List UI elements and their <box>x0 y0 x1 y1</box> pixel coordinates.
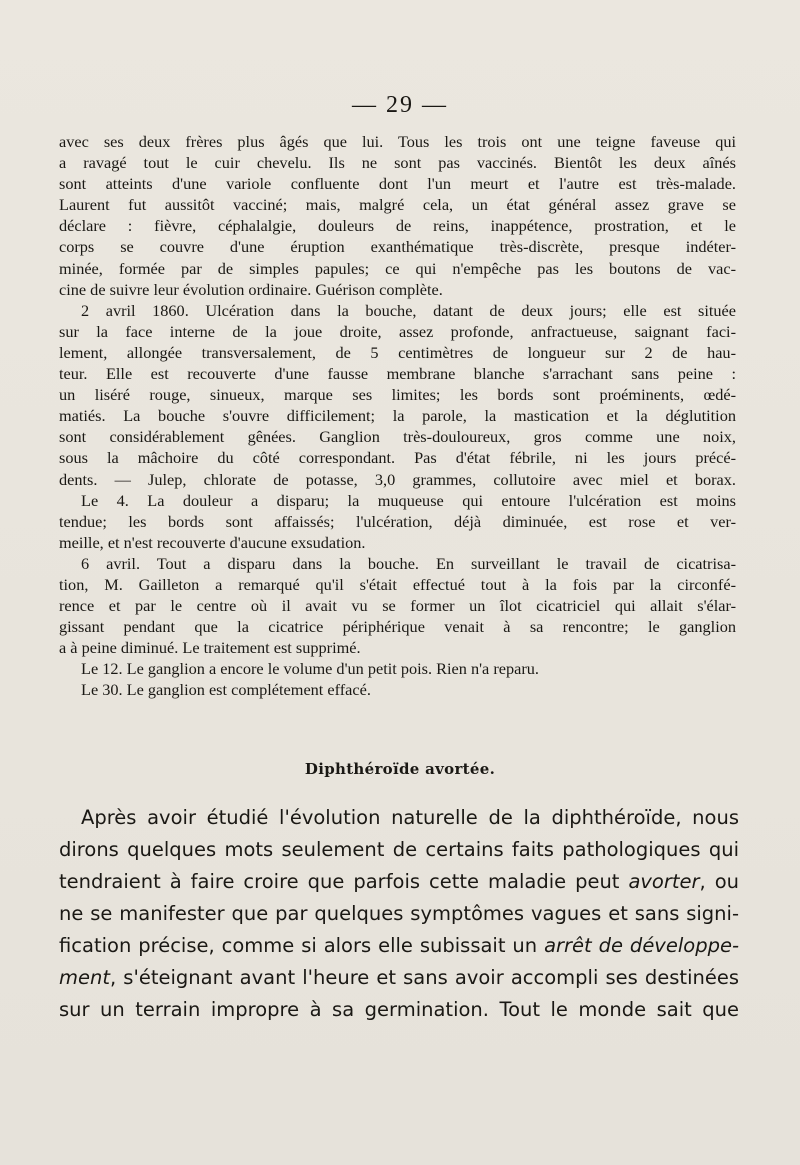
text-line: tendue; les bords sont affaissés; l'ulcération, déjà diminuée, est rose et ver- <box>59 511 736 531</box>
text-line: 6 avril. Tout a disparu dans la bouche. En surveillant le travail de cicatrisa- <box>81 553 736 573</box>
text-line: dents. — Julep, chlorate de potasse, 3,0 grammes, collutoire avec miel et borax. <box>59 469 736 489</box>
text-line: rence et par le centre où il avait vu se former un îlot cicatriciel qui allait s'élar- <box>59 596 736 616</box>
text-line: minée, formée par de simples papules; ce qui n'empêche pas les boutons de vac- <box>59 258 736 278</box>
text-line: teur. Elle est recouverte d'une fausse membrane blanche s'arrachant sans peine : <box>59 364 736 384</box>
text-segment: tendraient à faire croire que parfois cette maladie peut <box>59 870 629 893</box>
text-line: Le 4. La douleur a disparu; la muqueuse qui entoure l'ulcération est moins <box>81 490 736 510</box>
text-line: avec ses deux frères plus âgés que lui. Tous les trois ont une teigne faveuse qui <box>59 132 736 151</box>
section-heading: Diphthéroïde avortée. <box>304 760 496 778</box>
text-line: gissant pendant que la cicatrice périphérique venait à sa rencontre; le ganglion <box>59 617 736 637</box>
text-line: a à peine diminué. Le traitement est supprimé. <box>59 638 361 658</box>
text-line: 2 avril 1860. Ulcération dans la bouche, datant de deux jours; elle est située <box>81 300 736 320</box>
text-line: un liséré rouge, sinueux, marque ses limites; les bords sont proéminents, œdé- <box>59 385 736 405</box>
text-line: sur la face interne de la joue droite, assez profonde, anfractueuse, saignant faci- <box>59 321 736 341</box>
text-line: sont atteints d'une variole confluente dont l'un meurt et l'autre est très-malade. <box>59 174 736 194</box>
discussion-text <box>59 802 739 1026</box>
italic-term: ment <box>59 966 110 989</box>
text-line: sous la mâchoire du côté correspondant. Pas d'état fébrile, ni les jours précé- <box>59 448 736 468</box>
text-line: sont considérablement gênées. Ganglion très-douloureux, gros comme une noix, <box>59 427 736 447</box>
text-line: Le 30. Le ganglion est complétement effacé. <box>81 680 371 700</box>
text-line: déclare : fièvre, céphalalgie, douleurs de reins, inappétence, prostration, et le <box>59 216 736 236</box>
text-line: matiés. La bouche s'ouvre difficilement; la parole, la mastication et la déglutition <box>59 406 736 426</box>
text-line: ne se manifester que par quelques symptômes vagues et sans signi- <box>59 902 739 925</box>
text-segment: , ou <box>699 870 740 893</box>
text-segment: fication précise, comme si alors elle subissait un <box>59 934 545 957</box>
case-report-text <box>59 131 736 701</box>
text-segment: , s'éteignant avant l'heure et sans avoir accompli ses destinées <box>110 966 739 989</box>
italic-term: arrêt de développe- <box>544 934 739 957</box>
italic-term: avorter <box>628 870 700 893</box>
text-line: Laurent fut aussitôt vacciné; mais, malgré cela, un état général assez grave se <box>59 195 736 215</box>
page-number: — 29 — <box>352 92 448 118</box>
text-line: Le 12. Le ganglion a encore le volume d'un petit pois. Rien n'a reparu. <box>81 659 539 679</box>
text-line <box>59 962 739 994</box>
text-line: meille, et n'est recouverte d'aucune exsudation. <box>59 532 366 552</box>
text-line <box>59 930 739 962</box>
text-line: sur un terrain impropre à sa germination. Tout le monde sait que <box>59 998 739 1021</box>
text-line: cine de suivre leur évolution ordinaire. Guérison complète. <box>59 279 443 299</box>
text-line: a ravagé tout le cuir chevelu. Ils ne sont pas vaccinés. Bientôt les deux aînés <box>59 153 736 173</box>
text-line: lement, allongée transversalement, de 5 centimètres de longueur sur 2 de hau- <box>59 342 736 362</box>
text-line <box>59 866 739 898</box>
text-line: dirons quelques mots seulement de certains faits pathologiques qui <box>59 838 739 861</box>
text-line: tion, M. Gailleton a remarqué qu'il s'était effectué tout à la fois par la circonfé- <box>59 574 736 594</box>
text-line: Après avoir étudié l'évolution naturelle de la diphthéroïde, nous <box>81 806 739 829</box>
text-line: corps se couvre d'une éruption exanthématique très-discrète, presque indéter- <box>59 237 736 257</box>
